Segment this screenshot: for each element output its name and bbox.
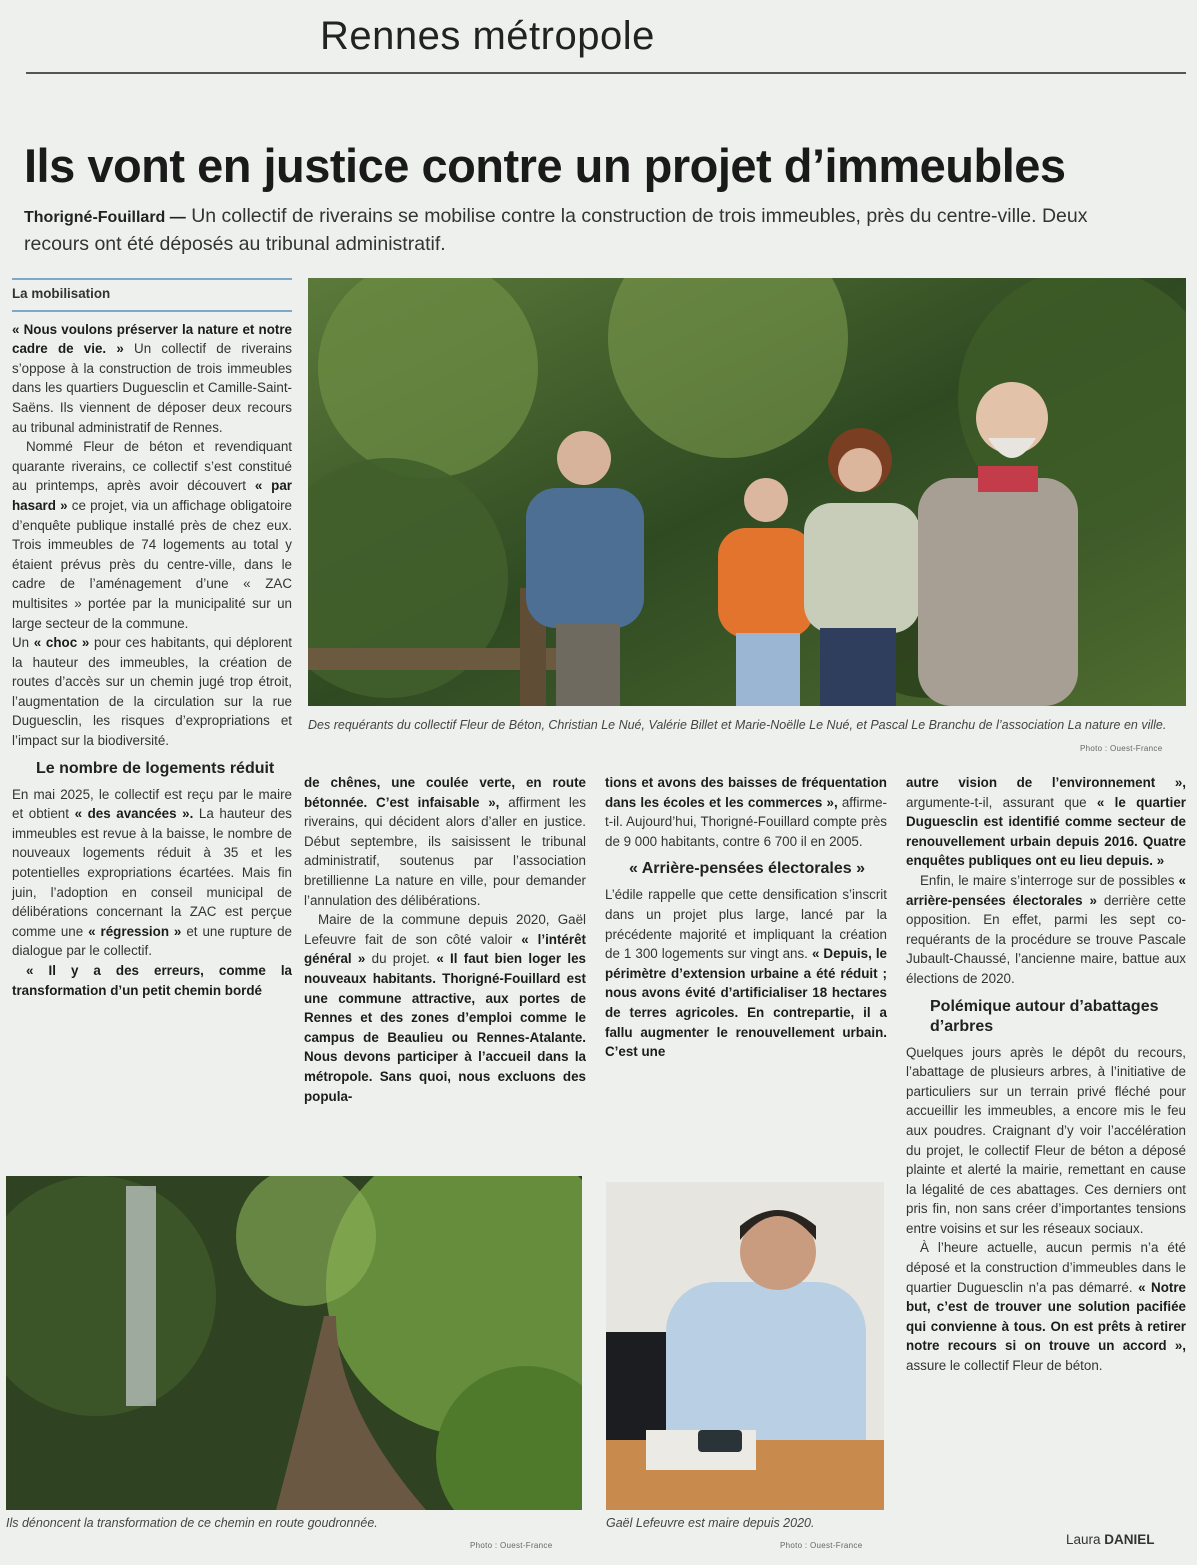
- main-photo: [308, 278, 1186, 706]
- chapo-text: Un collectif de riverains se mobilise contre la construction de trois immeubles, près du centre-ville. Deux recours ont été déposés au tribunal administratif.: [24, 205, 1088, 255]
- path-photo-caption: Ils dénoncent la transformation de ce chemin en route goudronnée.: [6, 1516, 378, 1530]
- paragraph: [906, 773, 1186, 871]
- mayor-photo-caption: Gaël Lefeuvre est maire depuis 2020.: [606, 1516, 815, 1530]
- text: affirment les riverains, qui décident alors d’aller en justice. Début septembre, ils saisissent le tribunal administratif, soutenus par l’association bretillienne La nature en ville, pour demander l’annulation des délibérations.: [304, 794, 586, 908]
- path-image: [6, 1176, 582, 1510]
- text: L’édile rappelle que cette densification s’inscrit dans un projet plus large, lancé par la précédente majorité et impliquant la création de 1 300 logements sur vingt ans.: [605, 887, 887, 962]
- kicker-rule-bottom: [12, 310, 292, 312]
- text: assure le collectif Fleur de béton.: [906, 1358, 1103, 1374]
- byline: [1066, 1532, 1155, 1547]
- chapo: [24, 203, 1124, 257]
- text: En mai 2025, le collectif est reçu par le maire et obtient: [12, 786, 292, 822]
- quote: « Il y a des erreurs, comme la transformation d’un petit chemin bordé: [12, 963, 292, 998]
- mayor-photo: [606, 1182, 884, 1510]
- paragraph: [12, 633, 292, 751]
- paragraph: [906, 1238, 1186, 1375]
- text: Nommé Fleur de béton et revendiquant quarante riverains, ce collectif s’est constitué au printemps, après avoir découvert: [12, 439, 292, 494]
- mayor-photo-credit: Photo : Ouest-France: [780, 1541, 863, 1550]
- main-photo-credit: Photo : Ouest-France: [1080, 744, 1163, 753]
- subheading: « Arrière-pensées électorales »: [629, 860, 865, 878]
- text: Un: [12, 635, 30, 651]
- main-photo-caption: Des requérants du collectif Fleur de Béton, Christian Le Nué, Valérie Billet et Marie-Noëlle Le Nué, et Pascal Le Branchu de l’association La nature en ville.: [308, 718, 1167, 732]
- paragraph: [304, 773, 586, 910]
- quote: « régression »: [88, 923, 182, 939]
- quote: « des avancées ».: [74, 806, 194, 822]
- quote: « le quartier Duguesclin est identifié comme secteur de renouvellement urbain depuis 2016. Quatre enquêtes publiques ont eu lieu depuis. »: [906, 794, 1186, 869]
- mayor-image: [606, 1182, 884, 1510]
- column-3: [605, 773, 887, 1062]
- quote: « l’intérêt général »: [304, 931, 586, 967]
- text: La hauteur des immeubles est revue à la baisse, le nombre de nouveaux logements réduit à 35 et les potentielles expropriations écartées. Mais fin juin, l’adoption en conseil municipal de délibérations concernant la ZAC est perçue comme une: [12, 806, 292, 939]
- quote: tions et avons des baisses de fréquentation dans les écoles et les commerces »,: [605, 775, 887, 810]
- paragraph: [12, 437, 292, 633]
- paragraph: [605, 773, 887, 851]
- text: argumente-t-il, assurant que: [906, 794, 1087, 810]
- quote: « Notre but, c’est de trouver une solution pacifiée qui convienne à tous. On est prêts à retirer notre recours si on trouve un accord »,: [906, 1279, 1186, 1354]
- path-photo-credit: Photo : Ouest-France: [470, 1541, 553, 1550]
- header-rule: [26, 72, 1186, 74]
- subheading: Le nombre de logements réduit: [36, 759, 275, 777]
- text: ce projet, via un affichage obligatoire d’enquête publique installé près de chez eux. Trois immeubles de 74 logements au total y étaient prévus près du centre-ville, dans le cadre de l’aménagement d’une « ZAC multisites » portée par la municipalité sur un large secteur de la commune.: [12, 497, 292, 631]
- text: et une rupture de dialogue par le collectif.: [12, 923, 292, 959]
- kicker-label: La mobilisation: [12, 286, 111, 301]
- quote: « Nous voulons préserver la nature et notre cadre de vie. »: [12, 321, 292, 357]
- paragraph: [906, 871, 1186, 989]
- column-2: [304, 773, 586, 1106]
- paragraph: [12, 785, 292, 961]
- quote: « Il faut bien loger les nouveaux habitants. Thorigné-Fouillard est une commune attractive, aux portes de Rennes et des zones d’emploi comme le campus de Beaulieu ou Rennes-Atalante. Nous devons participer à l’accueil dans la métropole. Sans quoi, nous excluons des popula-: [304, 951, 586, 1104]
- section-title: Rennes métropole: [320, 14, 655, 58]
- text: Maire de la commune depuis 2020, Gaël Lefeuvre fait de son côté valoir: [304, 912, 586, 947]
- quote: « choc »: [33, 635, 90, 651]
- text: pour ces habitants, qui déplorent la hauteur des immeubles, la création de routes d’accès sur un chemin jugé trop étroit, l’augmentation de la circulation sur la rue Duguesclin, les risques d’expropriations et l’impact sur la biodiversité.: [12, 635, 292, 749]
- headline: Ils vont en justice contre un projet d’immeubles: [24, 139, 1066, 192]
- paragraph: [304, 910, 586, 1106]
- quote: « arrière-pensées électorales »: [906, 872, 1186, 908]
- path-photo: [6, 1176, 582, 1510]
- text: du projet.: [371, 951, 431, 967]
- text: derrière cette opposition. En effet, parmi les sept co-requérants de la procédure se trouve Pascale Jubault-Chaussé, l’ancienne maire, battue aux élections de 2020.: [906, 892, 1186, 986]
- column-4: [906, 773, 1186, 1376]
- paragraph: [12, 961, 292, 1000]
- chapo-place: Thorigné-Fouillard —: [24, 209, 186, 226]
- paragraph: [12, 320, 292, 438]
- quote: « par hasard »: [12, 478, 292, 513]
- paragraph: [605, 885, 887, 1061]
- text: affirme-t-il. Aujourd’hui, Thorigné-Fouillard compte près de 9 000 habitants, contre 6 700 il en 2005.: [605, 794, 887, 849]
- byline-first-name: Laura: [1066, 1532, 1101, 1547]
- text: Un collectif de riverains s’oppose à la construction de trois immeubles dans les quartiers Duguesclin et Camille-Saint-Saëns. Ils viennent de déposer deux recours au tribunal administratif de Rennes.: [12, 341, 292, 435]
- column-1: [12, 278, 292, 1000]
- group-portrait-image: [308, 278, 1186, 706]
- text: Enfin, le maire s’interroge sur de possibles: [920, 872, 1175, 888]
- text: À l’heure actuelle, aucun permis n’a été déposé et la construction d’immeubles dans le quartier Duguesclin n’a pas démarré.: [906, 1240, 1186, 1295]
- quote: autre vision de l’environnement »,: [906, 775, 1186, 790]
- byline-last-name: DANIEL: [1104, 1532, 1155, 1547]
- subheading: Polémique autour d’abattages d’arbres: [930, 997, 1159, 1035]
- quote: « Depuis, le périmètre d’extension urbaine a été réduit ; nous avons évité d’artificialiser 18 hectares de terres agricoles. En contrepartie, il a fallu augmenter le renouvellement urbain. C’est une: [605, 946, 887, 1060]
- quote: de chênes, une coulée verte, en route bétonnée. C’est infaisable »,: [304, 775, 586, 810]
- paragraph: Quelques jours après le dépôt du recours, l’abattage de plusieurs arbres, à l’initiative de particuliers sur un terrain privé fléché pour accueillir les immeubles, a encore mis le feu aux poudres. Craignant d’y voir l’accélération du projet, le collectif Fleur de béton a déposé plainte et alerté la mairie, remettant en cause la légalité de ces abattages. Ces derniers ont pris fin, non sans créer d’importantes tensions entre voisins et sur les réseaux sociaux.: [906, 1044, 1186, 1236]
